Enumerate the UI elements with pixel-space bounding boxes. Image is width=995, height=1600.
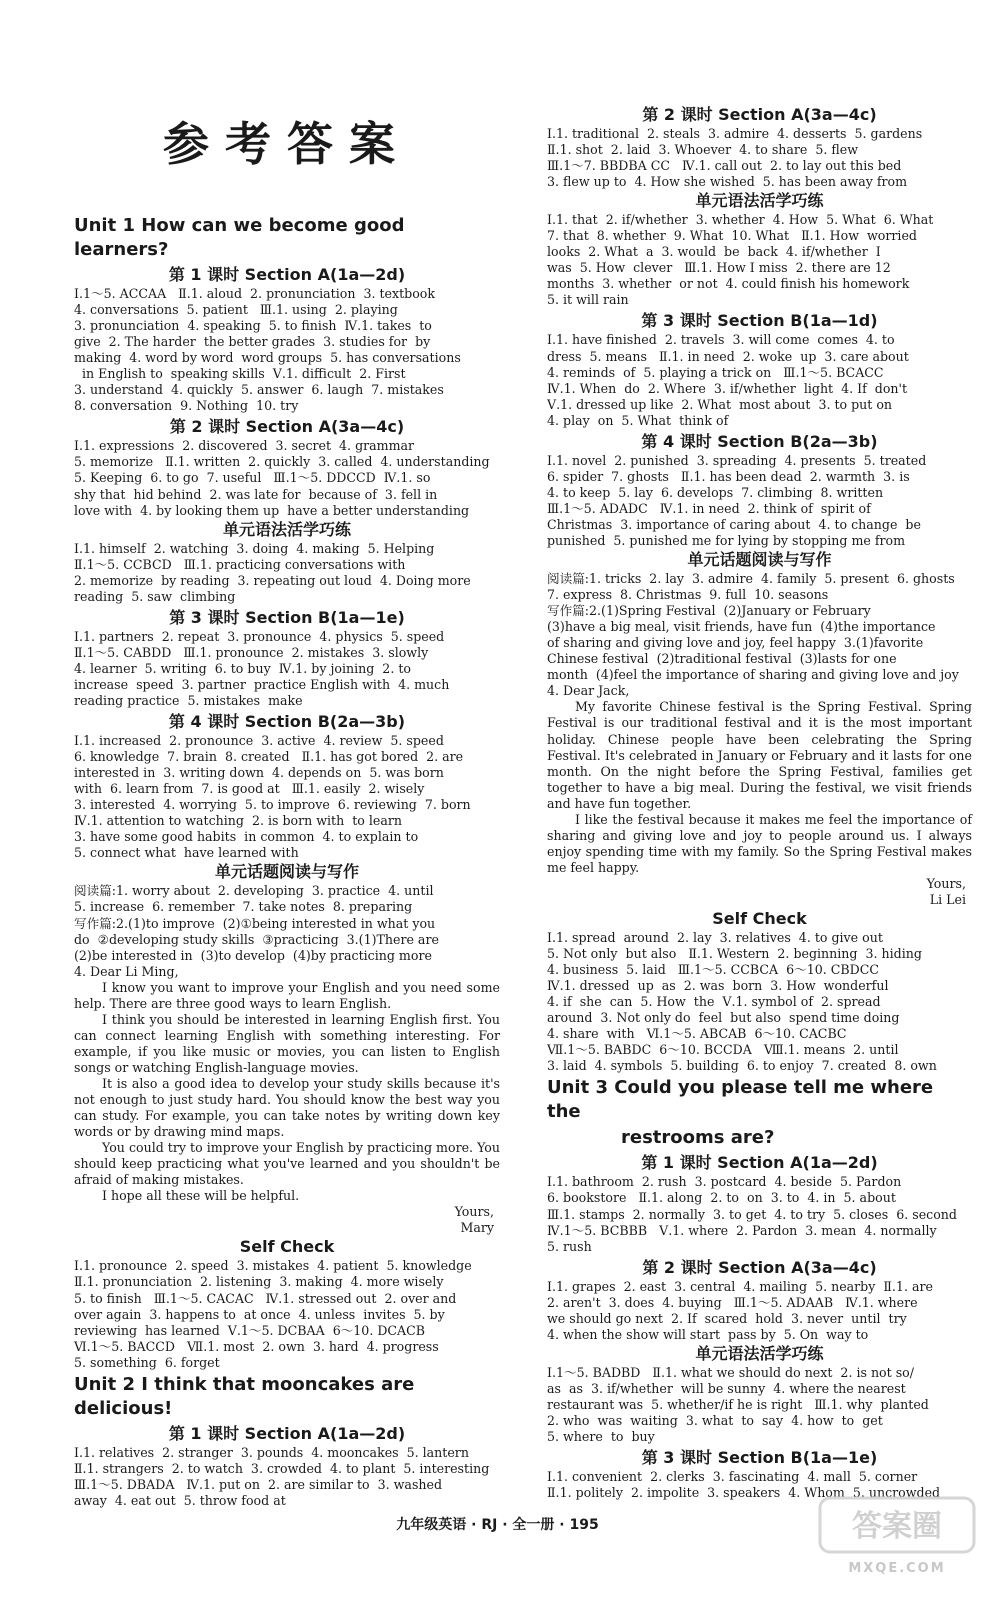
answer-line: Ⅰ.1. bathroom 2. rush 3. postcard 4. beside 5. Pardon [547, 1174, 902, 1190]
section-heading: Self Check [712, 909, 807, 929]
answer-line: Ⅰ.1. spread around 2. lay 3. relatives 4. to give out [547, 930, 883, 946]
answer-line: 写作篇:2.(1)to improve (2)①being interested in what you [74, 915, 436, 931]
answer-line: 5. something 6. forget [74, 1354, 220, 1370]
essay-paragraph: I like the festival because it makes me feel the importance of sharing and giving love and joy to people around us. I always enjoy spending time with my family. So the Spring Festival makes me feel happy. [547, 811, 972, 875]
answer-line: Ⅱ.1. strangers 2. to watch 3. crowded 4. to plant 5. interesting [74, 1460, 490, 1476]
lesson-heading: 第 2 课时 Section A(3a—4c) [169, 417, 405, 437]
essay-paragraph: I know you want to improve your English and you need some help. There are three good ways to learn English. [74, 979, 500, 1011]
lesson-heading: 第 3 课时 Section B(1a—1d) [641, 311, 878, 331]
answer-line: Ⅵ.1～5. BACCD Ⅶ.1. most 2. own 3. hard 4. progress [74, 1338, 439, 1354]
watermark-logo [812, 1490, 982, 1580]
answer-line: restaurant was 5. whether/if he is right Ⅲ.1. why planted [547, 1396, 929, 1412]
answer-line: Ⅳ.1. dressed up as 2. was born 3. How wonderful [547, 978, 889, 994]
answer-line: 4. reminds of 5. playing a trick on Ⅲ.1～5. BCACC [547, 364, 884, 380]
answer-line: 6. bookstore Ⅱ.1. along 2. to on 3. to 4. in 5. about [547, 1190, 896, 1206]
answer-line: 2. who was waiting 3. what to say 4. how to get [547, 1413, 883, 1428]
answer-line: 4. play on 5. What think of [547, 412, 729, 428]
answer-line: 2. aren't 3. does 4. buying Ⅲ.1～5. ADAAB Ⅳ.1. where [547, 1294, 918, 1310]
lesson-heading: 第 1 课时 Section A(1a—2d) [168, 1423, 406, 1443]
unit-heading: Unit 3 Could you please tell me where the [547, 1077, 934, 1123]
answer-line: Ⅲ.1. stamps 2. normally 3. to get 4. to try 5. closes 6. second [547, 1206, 957, 1222]
answer-line: 6. knowledge 7. brain 8. created Ⅱ.1. has got bored 2. are [74, 749, 464, 765]
answer-line: looks 2. What a 3. would be back 4. if/whether I [547, 244, 881, 260]
answer-line: with 6. learn from 7. is good at Ⅲ.1. easily 2. wisely [74, 781, 425, 797]
answer-line: making 4. word by word word groups 5. has conversations [74, 350, 461, 366]
answer-line: 4. if she can 5. How the Ⅴ.1. symbol of 2. spread [547, 994, 881, 1010]
answer-line: 7. express 8. Christmas 9. full 10. seasons [547, 587, 829, 603]
section-heading: Self Check [239, 1237, 335, 1257]
section-heading: 单元语法活学巧练 [222, 519, 351, 539]
answer-line: Ⅰ.1. have finished 2. travels 3. will come comes 4. to [547, 332, 895, 348]
answer-line: reading 5. saw climbing [74, 588, 236, 604]
answer-line: do ②developing study skills ③practicing 3.(1)There are [74, 931, 439, 947]
essay-paragraph: I think you should be interested in learning English first. You can connect learning English with something interesting. For example, if you like music or movies, you can listen to English songs or watching English-language movies. [74, 1011, 500, 1075]
answer-line: Ⅰ.1. that 2. if/whether 3. whether 4. How 5. What 6. What [547, 212, 934, 228]
answer-line: 5. increase 6. remember 7. take notes 8. preparing [74, 899, 413, 915]
answer-line: 4. when the show will start pass by 5. On way to [547, 1326, 869, 1342]
letter-signature: Yours, [454, 1204, 494, 1220]
answer-line: was 5. How clever Ⅲ.1. How I miss 2. there are 12 [547, 260, 891, 276]
page-title: 参考答案 [163, 117, 411, 171]
answer-line: reviewing has learned Ⅴ.1～5. DCBAA 6～10. DCACB [74, 1322, 426, 1338]
answer-line: 8. conversation 9. Nothing 10. try [74, 398, 299, 414]
answer-line: dress 5. means Ⅱ.1. in need 2. woke up 3. care about [547, 348, 909, 364]
essay-paragraph: My favorite Chinese festival is the Spring Festival. Spring Festival is our traditional festival and it is the most important holiday. Chinese people have been celebrating the Spring Festival. It's celebrated in January or February and it lasts for one month. On the night before the Spring Festival, families get together to have a big meal. During the festival, we visit friends and have fun together. [547, 699, 972, 811]
answer-line: Ⅰ.1. himself 2. watching 3. doing 4. making 5. Helping [74, 540, 435, 556]
essay-paragraph: I hope all these will be helpful. [102, 1188, 300, 1204]
answer-line: Ⅰ.1～5. BADBD Ⅱ.1. what we should do next 2. is not so/ [547, 1364, 914, 1380]
answer-line: we should go next 2. If scared hold 3. never until try [547, 1310, 907, 1326]
answer-line: Christmas 3. importance of caring about 4. to change be [547, 516, 921, 532]
answer-line: 写作篇:2.(1)Spring Festival (2)January or February [547, 603, 871, 619]
right-column [547, 0, 972, 1501]
letter-signature: Yours, [926, 875, 966, 891]
answer-line: around 3. Not only do feel but also spend time doing [547, 1010, 900, 1026]
answer-line: 4. learner 5. writing 6. to buy Ⅳ.1. by joining 2. to [74, 660, 411, 676]
answer-line: Ⅳ.1～5. BCBBB Ⅴ.1. where 2. Pardon 3. mean 4. normally [547, 1222, 937, 1238]
answer-line: 阅读篇:1. worry about 2. developing 3. practice 4. until [74, 883, 434, 899]
essay-paragraph: It is also a good idea to develop your study skills because it's not enough to just study hard. You should know the best way you can study. For example, you can take notes by writing down key words or by drawing mind maps. [74, 1075, 500, 1140]
lesson-heading: 第 4 课时 Section B(2a—3b) [641, 431, 878, 451]
answer-line: interested in 3. writing down 4. depends on 5. was born [74, 765, 444, 781]
answer-line: 5. to finish Ⅲ.1～5. CACAC Ⅳ.1. stressed out 2. over and [74, 1290, 457, 1306]
answer-line: (2)be interested in (3)to develop (4)by practicing more [74, 947, 432, 963]
answer-line: Ⅱ.1～5. CABDD Ⅲ.1. pronounce 2. mistakes 3. slowly [74, 644, 429, 660]
page-footer: 九年级英语 · RJ · 全一册 · 195 [396, 1517, 599, 1533]
answer-line: Ⅰ.1. novel 2. punished 3. spreading 4. presents 5. treated [547, 452, 927, 468]
answer-line: shy that hid behind 2. was late for because of 3. fell in [74, 486, 438, 502]
unit-heading: restrooms are? [621, 1127, 775, 1149]
answer-line: Ⅰ.1. partners 2. repeat 3. pronounce 4. physics 5. speed [74, 628, 445, 644]
answer-line: 3. pronunciation 4. speaking 5. to finish Ⅳ.1. takes to [74, 318, 432, 334]
answer-line: Ⅲ.1～5. DBADA Ⅳ.1. put on 2. are similar to 3. washed [74, 1476, 443, 1492]
answer-line: (3)have a big meal, visit friends, have fun (4)the importance [547, 619, 936, 635]
letter-signature: Mary [460, 1220, 494, 1236]
answer-line: love with 4. by looking them up have a better understanding [74, 502, 470, 518]
answer-line: 3. understand 4. quickly 5. answer 6. laugh 7. mistakes [74, 382, 444, 398]
answer-line: Ⅲ.1～5. ADADC Ⅳ.1. in need 2. think of spirit of [547, 500, 871, 516]
section-heading: 单元语法活学巧练 [695, 191, 824, 211]
essay-paragraph: You could try to improve your English by practicing more. You should keep practicing what you've learned and you shouldn't be afraid of making mistakes. [74, 1140, 500, 1188]
answer-line: 4. business 5. laid Ⅲ.1～5. CCBCA 6～10. CBDCC [547, 962, 880, 978]
answer-line: Ⅱ.1. shot 2. laid 3. Whoever 4. to share 5. flew [547, 142, 859, 158]
svg-text:答案圈: 答案圈 [852, 1509, 942, 1544]
unit-heading: Unit 2 I think that mooncakes are delicious! [74, 1373, 415, 1419]
answer-line: Ⅲ.1～7. BBDBA CC Ⅳ.1. call out 2. to lay out this bed [547, 158, 902, 174]
answer-line: 3. laid 4. symbols 5. building 6. to enjoy 7. created 8. own [547, 1058, 937, 1074]
answer-line: 5. Not only but also Ⅱ.1. Western 2. beginning 3. hiding [547, 946, 922, 962]
answer-line: Ⅴ.1. dressed up like 2. What most about 3. to put on [547, 396, 893, 412]
answer-line: Ⅰ.1. traditional 2. steals 3. admire 4. desserts 5. gardens [547, 126, 923, 141]
answer-line: Ⅰ.1. pronounce 2. speed 3. mistakes 4. patient 5. knowledge [74, 1258, 472, 1274]
answer-line: 4. share with Ⅵ.1～5. ABCAB 6～10. CACBC [547, 1026, 847, 1042]
answer-line: 7. that 8. whether 9. What 10. What Ⅱ.1. How worried [547, 228, 917, 244]
section-heading: 单元话题阅读与写作 [214, 862, 359, 882]
answer-line: 5. where to buy [547, 1429, 655, 1445]
answer-line: month (4)feel the importance of sharing and giving love and joy [547, 667, 959, 683]
lesson-heading: 第 1 课时 Section A(1a—2d) [168, 265, 406, 284]
answer-line: Ⅳ.1. When do 2. Where 3. if/whether light 4. If don't [547, 380, 908, 396]
answer-line: Ⅰ.1. convenient 2. clerks 3. fascinating 4. mall 5. corner [547, 1469, 918, 1485]
section-heading: 单元语法活学巧练 [695, 1343, 824, 1363]
answer-line: Ⅰ.1. relatives 2. stranger 3. pounds 4. mooncakes 5. lantern [74, 1444, 469, 1460]
answer-line: give 2. The harder the better grades 3. studies for by [74, 334, 431, 350]
lesson-heading: 第 2 课时 Section A(3a—4c) [642, 1257, 877, 1277]
answer-line: 5. connect what have learned with [74, 845, 299, 861]
left-column [74, 0, 500, 1509]
answer-line: as as 3. if/whether will be sunny 4. where the nearest [547, 1380, 906, 1396]
answer-line: Ⅱ.1. pronunciation 2. listening 3. making 4. more wisely [74, 1274, 444, 1290]
answer-line: Ⅱ.1～5. CCBCD Ⅲ.1. practicing conversations with [74, 556, 406, 572]
answer-line: 6. spider 7. ghosts Ⅱ.1. has been dead 2. warmth 3. is [547, 468, 910, 484]
svg-text:MXQE.COM: MXQE.COM [848, 1561, 946, 1576]
answer-line: punished 5. punished me for lying by stopping me from [547, 532, 906, 548]
letter-signature: Li Lei [929, 891, 966, 907]
unit-heading: Unit 1 How can we become good learners? [74, 215, 405, 260]
answer-line: 2. memorize by reading 3. repeating out loud 4. Doing more [74, 572, 471, 588]
answer-line: Ⅰ.1. grapes 2. east 3. central 4. mailing 5. nearby Ⅱ.1. are [547, 1278, 933, 1294]
answer-line: over again 3. happens to at once 4. unless invites 5. by [74, 1306, 445, 1322]
answer-line: months 3. whether or not 4. could finish his homework [547, 276, 910, 292]
answer-line: 4. Dear Li Ming, [74, 963, 179, 979]
answer-line: 5. Keeping 6. to go 7. useful Ⅲ.1～5. DDCCD Ⅳ.1. so [74, 470, 431, 486]
answer-line: 4. Dear Jack, [547, 683, 630, 699]
answer-line: 阅读篇:1. tricks 2. lay 3. admire 4. family 5. present 6. ghosts [547, 571, 955, 587]
lesson-heading: 第 4 课时 Section B(2a—3b) [168, 712, 406, 732]
right-answers [547, 104, 972, 1501]
answer-line: 5. it will rain [547, 292, 629, 308]
answer-line: away 4. eat out 5. throw food at [74, 1492, 286, 1508]
answer-line: Ⅰ.1～5. ACCAA Ⅱ.1. aloud 2. pronunciation 3. textbook [74, 286, 435, 301]
answer-line: Ⅶ.1～5. BABDC 6～10. BCCDA Ⅷ.1. means 2. until [547, 1042, 899, 1058]
answer-line: increase speed 3. partner practice English with 4. much [74, 676, 450, 692]
lesson-heading: 第 1 课时 Section A(1a—2d) [641, 1153, 878, 1173]
lesson-heading: 第 3 课时 Section B(1a—1e) [169, 607, 405, 627]
lesson-heading: 第 2 课时 Section A(3a—4c) [642, 105, 877, 124]
answer-line: 4. to keep 5. lay 6. develops 7. climbing 8. written [547, 484, 884, 500]
answer-line: Ⅱ.1. politely 2. impolite 3. speakers 4. Whom 5. uncrowded [547, 1485, 941, 1501]
answer-line: Ⅰ.1. increased 2. pronounce 3. active 4. review 5. speed [74, 733, 444, 749]
answer-line: 5. memorize Ⅱ.1. written 2. quickly 3. called 4. understanding [74, 454, 490, 470]
answer-line: Ⅰ.1. expressions 2. discovered 3. secret 4. grammar [74, 438, 415, 454]
left-answers [74, 214, 500, 1509]
lesson-heading: 第 3 课时 Section B(1a—1e) [641, 1448, 878, 1468]
answer-line: of sharing and giving love and joy, feel happy 3.(1)favorite [547, 635, 924, 651]
section-heading: 单元话题阅读与写作 [687, 550, 832, 570]
answer-line: reading practice 5. mistakes make [74, 692, 303, 708]
answer-line: 3. interested 4. worrying 5. to improve 6. reviewing 7. born [74, 797, 471, 813]
answer-line: 4. conversations 5. patient Ⅲ.1. using 2. playing [74, 302, 398, 318]
answer-line: Chinese festival (2)traditional festival (3)lasts for one [547, 651, 897, 667]
answer-line: 3. flew up to 4. How she wished 5. has been away from [547, 174, 908, 190]
answer-line: 3. have some good habits in common 4. to explain to [74, 829, 419, 845]
answer-line: in English to speaking skills Ⅴ.1. difficult 2. First [74, 366, 406, 382]
answer-line: Ⅳ.1. attention to watching 2. is born with to learn [74, 813, 402, 829]
answer-line: 5. rush [547, 1238, 592, 1254]
